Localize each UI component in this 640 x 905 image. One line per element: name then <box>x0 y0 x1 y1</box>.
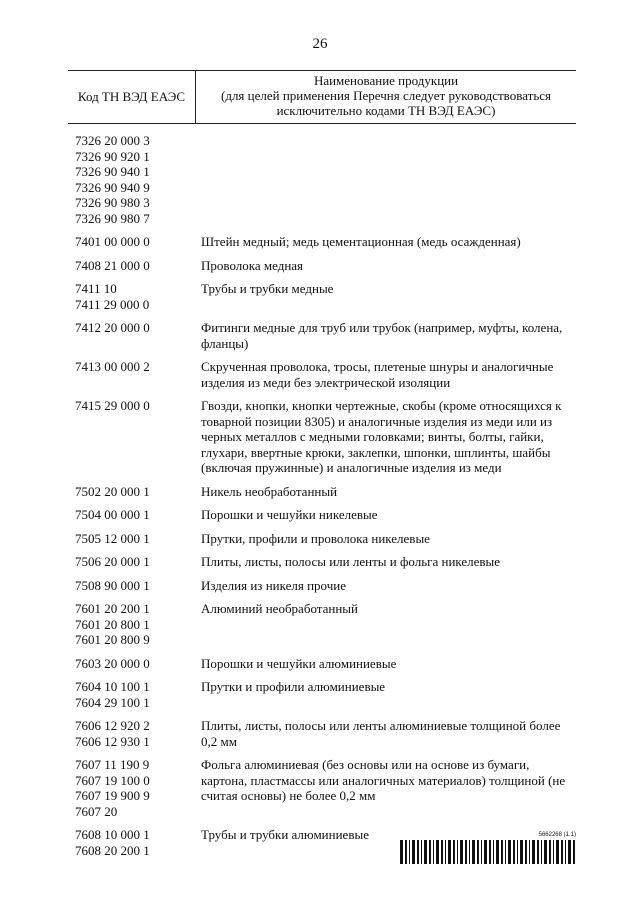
table-row <box>75 398 575 476</box>
code-value: 7326 90 980 3 <box>75 195 150 210</box>
table-row <box>75 258 575 274</box>
table-row <box>75 281 575 312</box>
description-cell: Плиты, листы, полосы или ленты алюминиевые толщиной более 0,2 мм <box>201 718 561 749</box>
table-row <box>75 656 575 672</box>
code-value: 7607 20 <box>75 803 118 819</box>
barcode <box>400 832 576 866</box>
table-row <box>75 320 575 351</box>
code-value: 7506 20 000 1 <box>75 554 150 569</box>
description-cell: Алюминий необработанный <box>201 601 358 616</box>
code-value: 7604 10 100 1 <box>75 679 150 694</box>
code-value: 7326 90 940 1 <box>75 164 150 179</box>
table-row <box>75 133 575 226</box>
description-cell: Прутки и профили алюминиевые <box>201 679 386 694</box>
table-row <box>75 757 575 819</box>
code-value: 7411 29 000 0 <box>75 296 150 312</box>
table-row <box>75 554 575 570</box>
code-value: 7412 20 000 0 <box>75 320 150 335</box>
code-value: 7607 19 900 9 <box>75 788 150 803</box>
code-cell <box>75 484 201 500</box>
description-cell: Плиты, листы, полосы или ленты и фольга никелевые <box>201 554 501 569</box>
code-column-header: Код ТН ВЭД ЕАЭС <box>77 89 186 104</box>
code-value: 7326 90 940 9 <box>75 179 150 195</box>
table-row <box>75 484 575 500</box>
description-cell: Прутки, профили и проволока никелевые <box>201 530 430 546</box>
code-value: 7326 20 000 3 <box>75 133 150 148</box>
code-cell <box>75 601 201 648</box>
table-row <box>75 601 575 648</box>
table-row <box>75 679 575 710</box>
barcode-icon <box>400 840 576 864</box>
code-value: 7607 11 190 9 <box>75 757 150 772</box>
code-cell <box>75 234 201 250</box>
code-cell <box>75 757 201 819</box>
code-cell <box>75 398 201 476</box>
code-value: 7504 00 000 1 <box>75 507 150 522</box>
name-header-line-2: (для целей применения Перечня следует руководствоваться <box>221 88 551 103</box>
table-row <box>75 531 575 547</box>
code-cell <box>75 258 201 274</box>
table-row <box>75 718 575 749</box>
code-value: 7326 90 920 1 <box>75 148 150 164</box>
table-row <box>75 234 575 250</box>
code-value: 7604 29 100 1 <box>75 694 150 710</box>
code-value: 7601 20 800 1 <box>75 616 150 632</box>
code-value: 7505 12 000 1 <box>75 530 150 546</box>
code-value: 7601 20 800 9 <box>75 632 150 647</box>
code-value: 7603 20 000 0 <box>75 655 150 671</box>
description-cell: Штейн медный; медь цементационная (медь осажденная) <box>201 234 521 249</box>
page-number: 26 <box>312 36 328 52</box>
code-cell <box>75 359 201 390</box>
description-cell: Фольга алюминиевая (без основы или на основе из бумаги, картона, пластмассы или аналогичных материалов) толщиной (не считая основы) не более 0,2 мм <box>201 757 566 803</box>
code-value: 7415 29 000 0 <box>75 398 150 413</box>
code-value: 7608 20 200 1 <box>75 842 150 858</box>
code-value: 7607 19 100 0 <box>75 772 150 788</box>
code-cell <box>75 320 201 351</box>
code-cell <box>75 718 201 749</box>
code-cell <box>75 281 201 312</box>
code-value: 7601 20 200 1 <box>75 601 150 616</box>
code-cell <box>75 679 201 710</box>
code-value: 7608 10 000 1 <box>75 827 150 842</box>
description-cell: Проволока медная <box>201 257 304 273</box>
code-cell <box>75 554 201 570</box>
code-value: 7502 20 000 1 <box>75 483 150 499</box>
table-row <box>75 578 575 594</box>
code-cell <box>75 578 201 594</box>
description-cell: Трубы и трубки алюминиевые <box>201 827 369 842</box>
description-cell: Трубы и трубки медные <box>201 281 334 296</box>
table-header <box>68 70 576 124</box>
code-value: 7413 00 000 2 <box>75 359 150 374</box>
table-body <box>75 133 575 866</box>
code-cell <box>75 507 201 523</box>
code-value: 7408 21 000 0 <box>75 257 150 273</box>
code-value: 7606 12 930 1 <box>75 733 150 749</box>
code-value: 7411 10 <box>75 281 117 296</box>
table-row <box>75 507 575 523</box>
barcode-label: 5662268 (1.1) <box>538 832 576 838</box>
code-cell <box>75 656 201 672</box>
code-cell <box>75 133 201 226</box>
description-cell: Скрученная проволока, тросы, плетеные шнуры и аналогичные изделия из меди без электрической изоляции <box>201 359 554 390</box>
table-row <box>75 359 575 390</box>
description-cell: Никель необработанный <box>201 483 338 499</box>
description-cell: Гвозди, кнопки, кнопки чертежные, скобы (кроме относящихся к товарной позиции 8305) и аналогичные изделия из меди или из черных металлов с медными головками; винты, болты, гайки, глухари, ввертные крюки, заклепки, шпонки, шплинты, шайбы (включая пружинные) и аналогичные изделия из меди <box>201 398 562 475</box>
description-cell: Порошки и чешуйки никелевые <box>201 507 378 522</box>
code-value: 7606 12 920 2 <box>75 718 150 733</box>
code-cell <box>75 531 201 547</box>
description-cell: Порошки и чешуйки алюминиевые <box>201 655 397 671</box>
description-cell <box>201 133 575 226</box>
code-value: 7326 90 980 7 <box>75 210 150 226</box>
description-cell: Изделия из никеля прочие <box>201 577 346 593</box>
code-value: 7401 00 000 0 <box>75 234 150 249</box>
name-column-header <box>196 73 576 118</box>
description-cell: Фитинги медные для труб или трубок (например, муфты, колена, фланцы) <box>201 320 563 351</box>
code-cell <box>75 827 201 858</box>
name-header-line-1: Наименование продукции <box>313 73 459 88</box>
code-value: 7508 90 000 1 <box>75 577 150 593</box>
name-header-line-3: исключительно кодами ТН ВЭД ЕАЭС) <box>276 103 496 118</box>
